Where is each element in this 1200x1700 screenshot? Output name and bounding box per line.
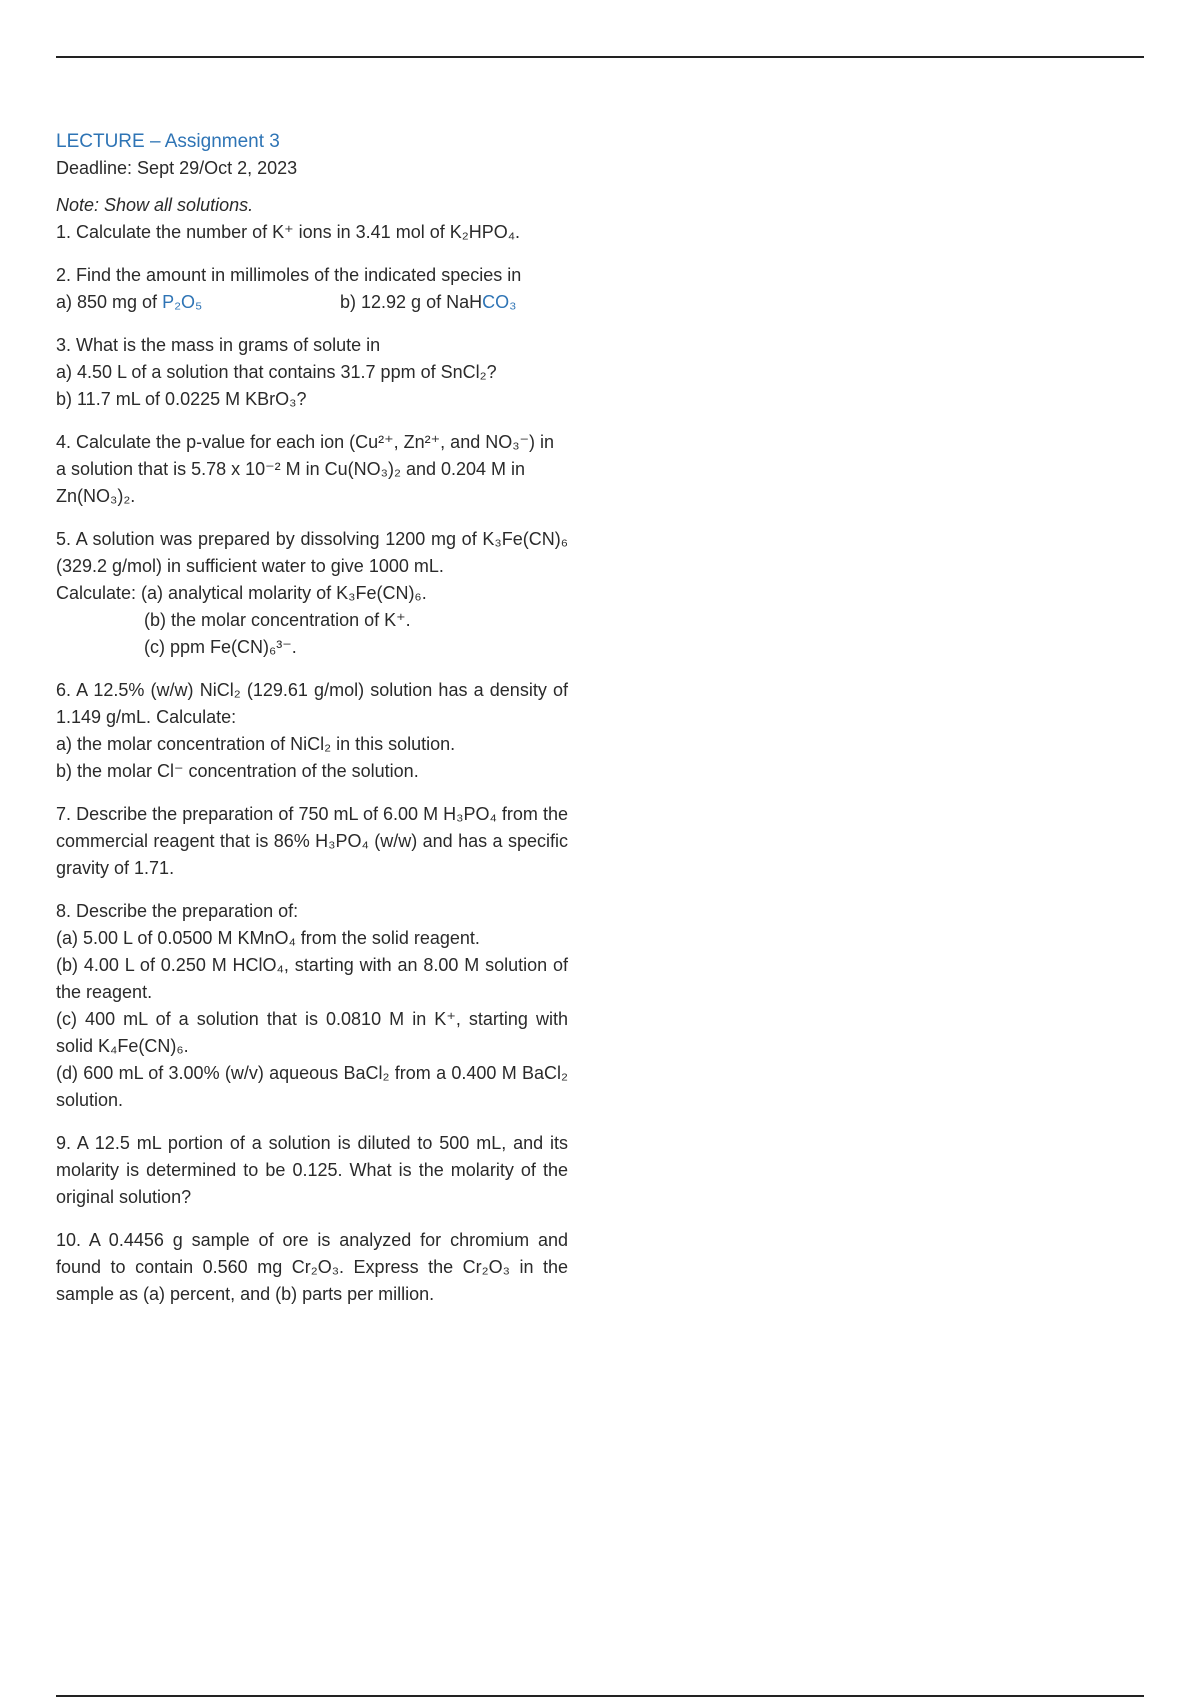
question-3 [56,332,568,413]
question-9-text: 9. A 12.5 mL portion of a solution is diluted to 500 mL, and its molarity is determined to be 0.125. What is the molarity of the original solution? [56,1133,568,1207]
question-6b: b) the molar Cl⁻ concentration of the solution. [56,761,419,781]
question-1-text: 1. Calculate the number of K⁺ ions in 3.41 mol of K₂HPO₄. [56,222,521,242]
question-6 [56,677,568,785]
question-4-text: 4. Calculate the p-value for each ion (Cu²⁺, Zn²⁺, and NO₃⁻) in a solution that is 5.78 x 10⁻² M in Cu(NO₃)₂ and 0.204 M in Zn(NO₃)₂. [56,432,555,506]
question-6a: a) the molar concentration of NiCl₂ in this solution. [56,734,456,754]
question-1 [56,219,568,246]
question-8 [56,898,568,1114]
question-2a [56,289,340,316]
question-10-text: 10. A 0.4456 g sample of ore is analyzed for chromium and found to contain 0.560 mg Cr₂O₃. Express the Cr₂O₃ in the sample as (a) percent, and (b) parts per million. [56,1230,568,1304]
question-2a-text: a) 850 mg of [56,292,163,312]
question-2-parts [56,289,568,316]
question-5-intro: 5. A solution was prepared by dissolving 1200 mg of K₃Fe(CN)₆ (329.2 g/mol) in sufficient water to give 1000 mL. [56,529,568,576]
question-10 [56,1227,568,1308]
question-8a: (a) 5.00 L of 0.0500 M KMnO₄ from the solid reagent. [56,928,480,948]
question-8d: (d) 600 mL of 3.00% (w/v) aqueous BaCl₂ from a 0.400 M BaCl₂ solution. [56,1063,568,1110]
question-5 [56,526,568,661]
question-3b: b) 11.7 mL of 0.0225 M KBrO₃? [56,389,307,409]
question-8-intro: 8. Describe the preparation of: [56,901,299,921]
question-2b [340,289,516,316]
deadline: Deadline: Sept 29/Oct 2, 2023 [56,158,298,178]
assignment-body [56,128,568,1324]
question-2 [56,262,568,316]
question-2b-text: b) 12.92 g of NaH [340,292,483,312]
question-5c: (c) ppm Fe(CN)₆³⁻. [144,637,297,657]
question-9 [56,1130,568,1211]
note: Note: Show all solutions. [56,195,254,215]
question-2a-species: P₂O₅ [162,292,203,312]
question-7 [56,801,568,882]
question-8c: (c) 400 mL of a solution that is 0.0810 M in K⁺, starting with solid K₄Fe(CN)₆. [56,1009,568,1056]
question-8b: (b) 4.00 L of 0.250 M HClO₄, starting with an 8.00 M solution of the reagent. [56,955,568,1002]
assignment-title: LECTURE – Assignment 3 [56,131,280,152]
question-2b-species: CO₃ [482,292,517,312]
question-3a: a) 4.50 L of a solution that contains 31.7 ppm of SnCl₂? [56,362,497,382]
question-7-text: 7. Describe the preparation of 750 mL of 6.00 M H₃PO₄ from the commercial reagent that is 86% H₃PO₄ (w/w) and has a specific gravity of 1.71. [56,804,568,878]
question-5a: Calculate: (a) analytical molarity of K₃Fe(CN)₆. [56,583,427,603]
question-3-intro: 3. What is the mass in grams of solute in [56,335,381,355]
question-2-intro: 2. Find the amount in millimoles of the indicated species in [56,265,522,285]
header-rule [56,56,1144,58]
footer-rule [56,1695,1144,1697]
question-6-intro: 6. A 12.5% (w/w) NiCl₂ (129.61 g/mol) solution has a density of 1.149 g/mL. Calculate: [56,680,568,727]
question-4 [56,429,568,510]
question-5b: (b) the molar concentration of K⁺. [144,610,411,630]
